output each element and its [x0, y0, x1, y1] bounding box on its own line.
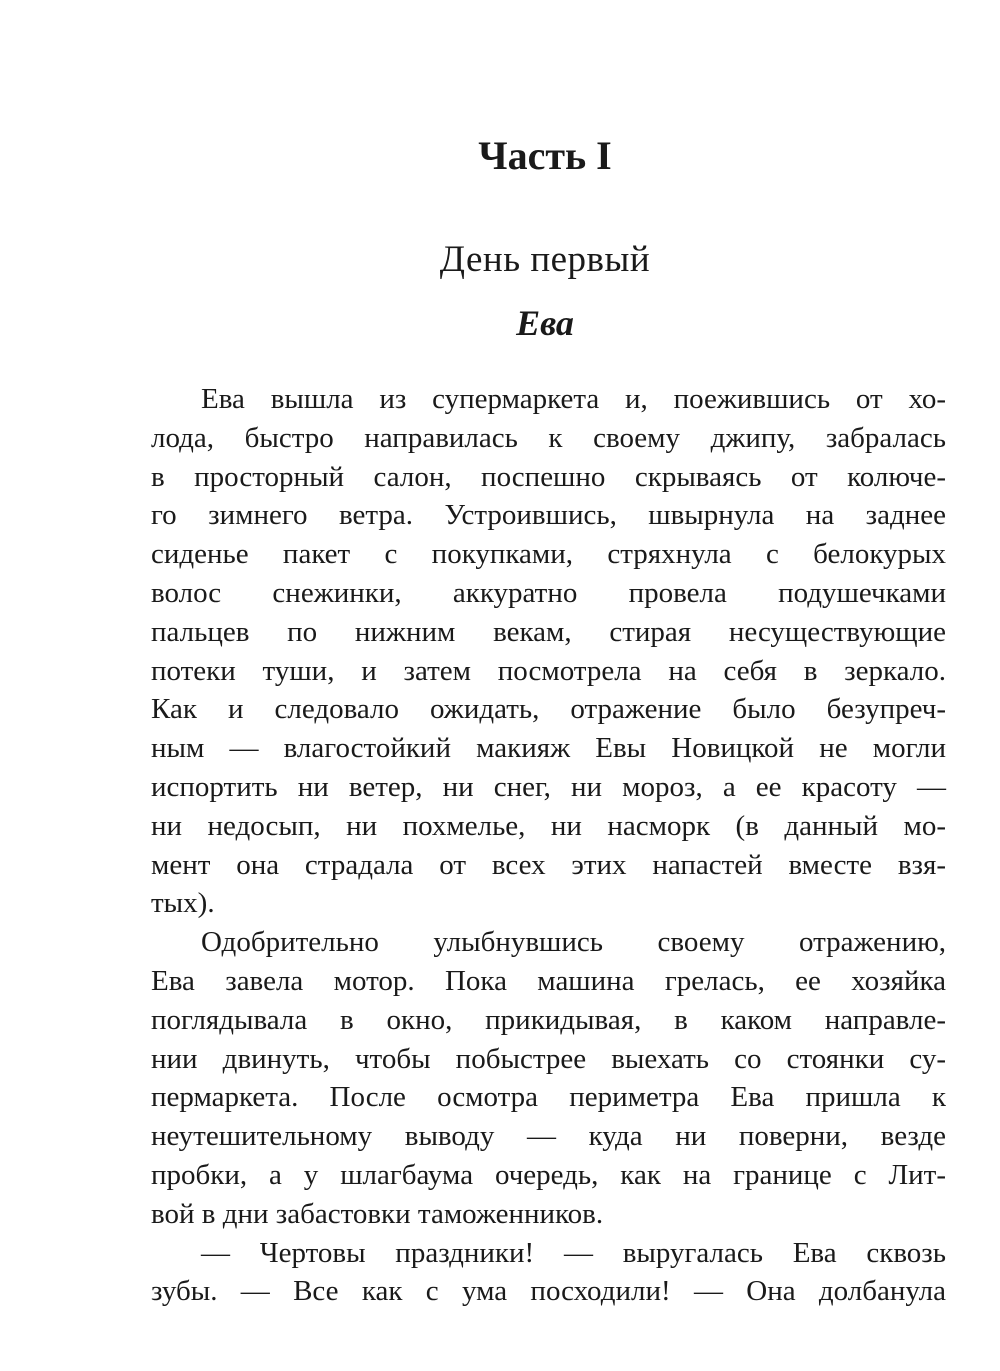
text-line: волос снежинки, аккуратно провела подушечками [151, 576, 946, 609]
body-text [151, 380, 946, 1311]
text-line: нии двинуть, чтобы побыстрее выехать со стоянки су- [151, 1042, 946, 1075]
text-line: мент она страдала от всех этих напастей вместе взя- [151, 848, 946, 881]
text-line: зубы. — Все как с ума посходили! — Она долбанула [151, 1275, 946, 1308]
text-line: го зимнего ветра. Устроившись, швырнула на заднее [151, 499, 946, 532]
text-line: Ева вышла из супермаркета и, поежившись от хо- [201, 383, 946, 415]
section-title: Ева [516, 303, 574, 343]
text-line: лода, быстро направилась к своему джипу, забралась [151, 421, 946, 454]
text-line: — Чертовы праздники! — выругалась Ева сквозь [201, 1236, 946, 1269]
part-title: Часть I [478, 133, 612, 178]
paragraph [151, 1234, 946, 1312]
paragraph [151, 380, 946, 923]
text-line: пермаркета. После осмотра периметра Ева пришла к [151, 1081, 946, 1114]
text-line: поглядывала в окно, прикидывая, в каком направле- [151, 1003, 946, 1036]
text-line: вой в дни забастовки таможенников. [151, 1197, 604, 1230]
text-line: ни недосып, ни похмелье, ни насморк (в данный мо- [151, 809, 946, 842]
chapter-title: День первый [439, 239, 651, 280]
text-line: пробки, а у шлагбаума очередь, как на границе с Лит- [151, 1158, 946, 1191]
text-line: пальцев по нижним векам, стирая несуществующие [151, 615, 946, 648]
text-line: в просторный салон, поспешно скрываясь от колюче- [151, 460, 946, 493]
text-line: неутешительному выводу — куда ни поверни, везде [151, 1120, 946, 1153]
text-line: Одобрительно улыбнувшись своему отражению, [201, 926, 946, 959]
text-line: Ева завела мотор. Пока машина грелась, ее хозяйка [151, 964, 946, 997]
text-line: ным — влагостойкий макияж Евы Новицкой не могли [151, 732, 946, 765]
text-line: сиденье пакет с покупками, стряхнула с белокурых [151, 538, 946, 571]
paragraph [151, 923, 946, 1233]
text-line: Как и следовало ожидать, отражение было безупреч- [151, 693, 946, 726]
text-line: тых). [151, 887, 215, 920]
text-line: испортить ни ветер, ни снег, ни мороз, а ее красоту — [151, 770, 946, 803]
text-line: потеки туши, и затем посмотрела на себя в зеркало. [151, 654, 946, 687]
